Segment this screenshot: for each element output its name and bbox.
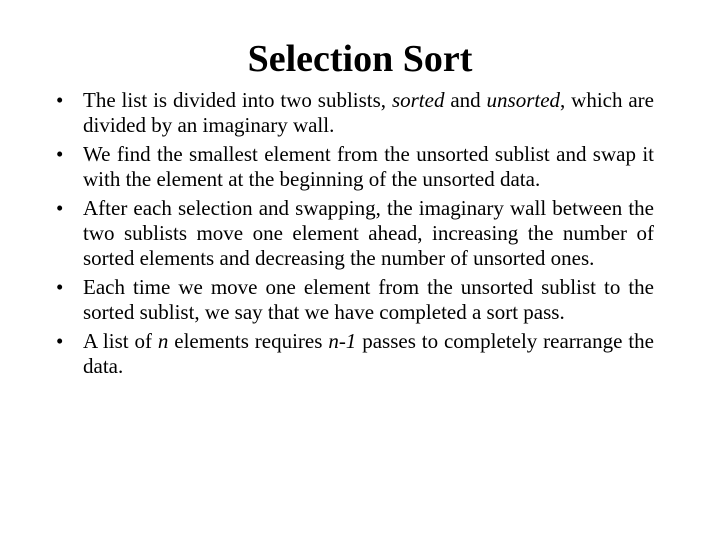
bullet-marker: • — [56, 329, 64, 353]
bullet-text: and — [444, 88, 487, 112]
bullet-text: We find the smallest element from the unsorted sublist and swap it with the element at the beginning of the unsorted data. — [83, 142, 654, 191]
bullet-item — [56, 88, 654, 138]
bullet-item — [56, 142, 654, 192]
bullet-text: Each time we move one element from the unsorted sublist to the sorted sublist, we say that we have completed a sort pass. — [83, 275, 654, 324]
bullet-item — [56, 275, 654, 325]
bullet-text: elements requires — [168, 329, 329, 353]
bullet-item — [56, 329, 654, 379]
slide-title: Selection Sort — [247, 38, 473, 80]
bullet-marker: • — [56, 142, 64, 166]
bullet-marker: • — [56, 196, 64, 220]
bullet-text: passes to completely rearrange the data. — [83, 329, 654, 378]
bullet-list — [56, 88, 654, 383]
italic-term: n-1 — [328, 329, 357, 353]
italic-term: sorted — [391, 88, 445, 112]
bullet-text: , which are divided by an imaginary wall. — [83, 88, 654, 137]
bullet-text: After each selection and swapping, the imaginary wall between the two sublists move one element ahead, increasing the number of sorted elements and decreasing the number of unsorted ones. — [83, 196, 654, 270]
bullet-text: The list is divided into two sublists, — [83, 88, 392, 112]
bullet-marker: • — [56, 88, 64, 112]
bullet-marker: • — [56, 275, 64, 299]
italic-term: unsorted — [486, 88, 561, 112]
italic-term: n — [157, 329, 169, 353]
bullet-item — [56, 196, 654, 271]
bullet-text: A list of — [83, 329, 158, 353]
